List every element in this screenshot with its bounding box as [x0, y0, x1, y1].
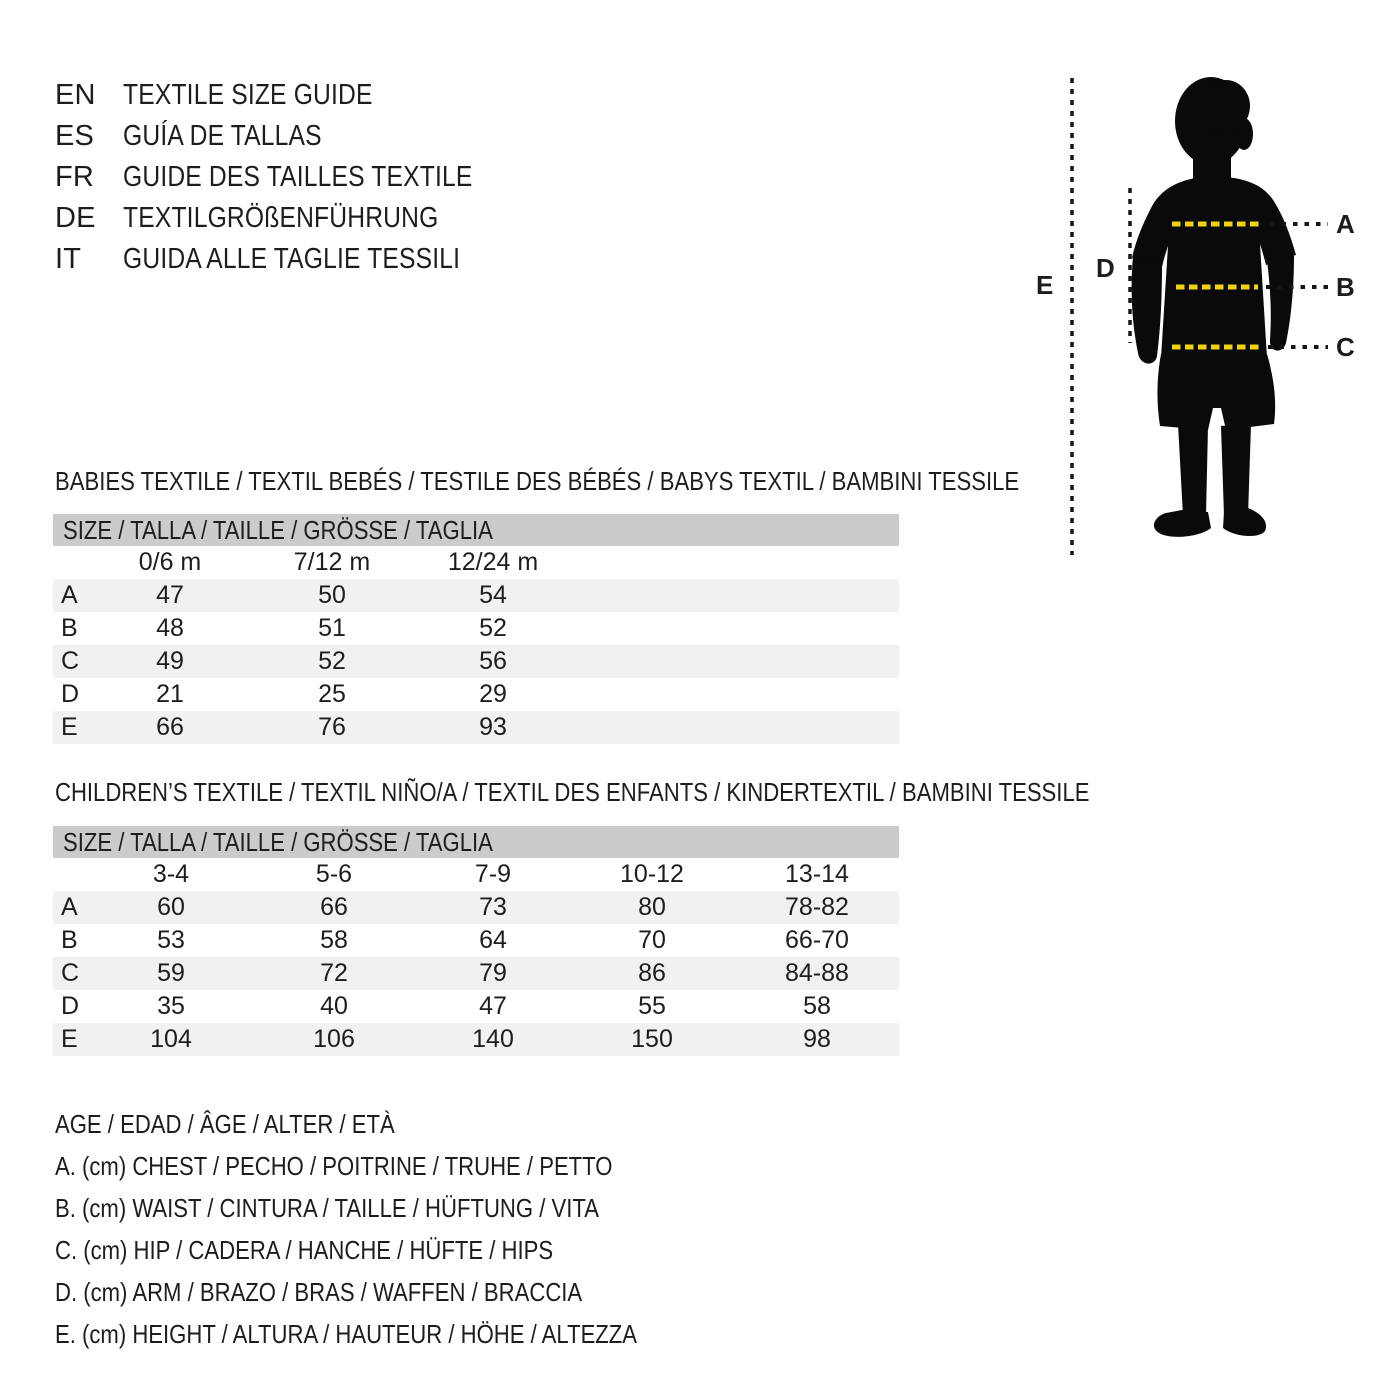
guide-title-it: GUIDA ALLE TAGLIE TESSILI: [123, 243, 461, 275]
babies-size-table: [53, 514, 899, 744]
legend-height-line: E. (cm) HEIGHT / ALTURA / HAUTEUR / HÖHE / ALTEZZA: [55, 1318, 638, 1349]
row-label: A: [61, 893, 78, 921]
children-section-title: CHILDREN’S TEXTILE / TEXTIL NIÑO/A / TEXTIL DES ENFANTS / KINDERTEXTIL / BAMBINI TESSILE: [55, 777, 1090, 807]
legend-chest-line: A. (cm) CHEST / PECHO / POITRINE / TRUHE / PETTO: [55, 1150, 613, 1181]
table-row: B 48 51 52: [53, 612, 899, 645]
table-row: D 21 25 29: [53, 678, 899, 711]
label-d: D: [1096, 253, 1115, 283]
row-label: B: [61, 614, 78, 642]
legend-waist-line: B. (cm) WAIST / CINTURA / TAILLE / HÜFTUNG / VITA: [55, 1192, 599, 1223]
babies-section-title: BABIES TEXTILE / TEXTIL BEBÉS / TESTILE DES BÉBÉS / BABYS TEXTIL / BAMBINI TESSILE: [55, 466, 1020, 496]
language-code: DE: [55, 202, 96, 234]
table-row: A 60 66 73 80 78-82: [53, 891, 899, 924]
language-row-fr: [55, 157, 534, 198]
row-label: C: [61, 959, 80, 987]
row-label: D: [61, 992, 80, 1020]
table-row: C 59 72 79 86 84-88: [53, 957, 899, 990]
column-header: 0/6 m: [138, 548, 202, 576]
table-row: E 104 106 140 150 98: [53, 1023, 899, 1056]
column-header: 13-14: [785, 860, 849, 888]
legend-age-line: AGE / EDAD / ÂGE / ALTER / ETÀ: [55, 1108, 395, 1139]
table-row: C 49 52 56: [53, 645, 899, 678]
language-title-list: [55, 75, 534, 280]
row-label: A: [61, 581, 78, 609]
row-label: B: [61, 926, 78, 954]
size-header-bar: SIZE / TALLA / TAILLE / GRÖSSE / TAGLIA: [53, 514, 899, 546]
guide-title-de: TEXTILGRÖßENFÜHRUNG: [123, 202, 439, 234]
table-row: A 47 50 54: [53, 579, 899, 612]
language-row-de: [55, 198, 534, 239]
column-header: 7-9: [474, 860, 512, 888]
children-column-header-row: [53, 858, 899, 891]
size-header-bar: SIZE / TALLA / TAILLE / GRÖSSE / TAGLIA: [53, 826, 899, 858]
row-label: D: [61, 680, 80, 708]
language-code: IT: [55, 243, 82, 275]
table-row: B 53 58 64 70 66-70: [53, 924, 899, 957]
children-size-table: [53, 826, 899, 1056]
column-header: 10-12: [620, 860, 684, 888]
row-label: E: [61, 713, 78, 741]
table-row: E 66 76 93: [53, 711, 899, 744]
row-label: E: [61, 1025, 78, 1053]
language-code: ES: [55, 120, 95, 152]
column-header: 3-4: [152, 860, 190, 888]
label-e: E: [1036, 270, 1054, 300]
legend-hip-line: C. (cm) HIP / CADERA / HANCHE / HÜFTE / HIPS: [55, 1234, 554, 1265]
guide-title-es: GUÍA DE TALLAS: [123, 120, 322, 152]
language-row-es: [55, 116, 534, 157]
measurement-legend: [55, 1103, 740, 1355]
column-header: 12/24 m: [447, 548, 539, 576]
guide-title-fr: GUIDE DES TAILLES TEXTILE: [123, 161, 473, 193]
label-a: A: [1336, 209, 1355, 239]
measurement-figure: [1020, 60, 1400, 580]
column-header: 5-6: [315, 860, 353, 888]
label-c: C: [1336, 332, 1355, 362]
language-row-it: [55, 239, 534, 280]
legend-arm-line: D. (cm) ARM / BRAZO / BRAS / WAFFEN / BRACCIA: [55, 1276, 583, 1307]
table-row: D 35 40 47 55 58: [53, 990, 899, 1023]
language-row-en: [55, 75, 534, 116]
babies-column-header-row: [53, 546, 899, 579]
label-b: B: [1336, 272, 1355, 302]
language-code: EN: [55, 79, 96, 111]
guide-title-en: TEXTILE SIZE GUIDE: [123, 79, 373, 111]
column-header: 7/12 m: [293, 548, 371, 576]
row-label: C: [61, 647, 80, 675]
child-silhouette-diagram: [1020, 60, 1400, 580]
language-code: FR: [55, 161, 95, 193]
